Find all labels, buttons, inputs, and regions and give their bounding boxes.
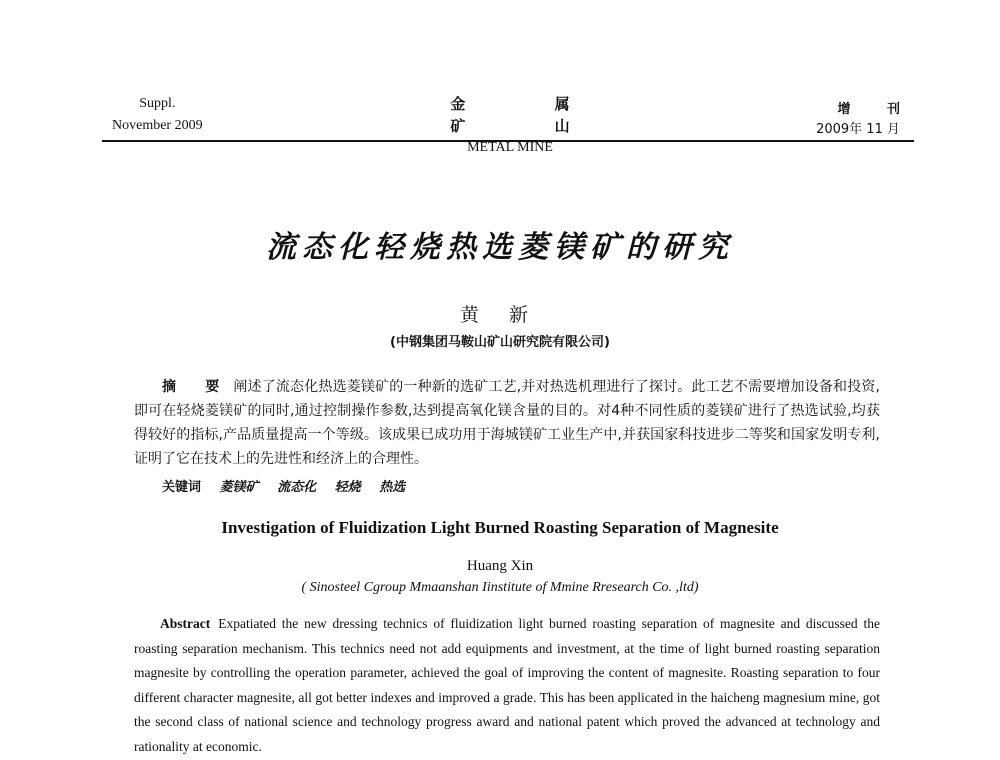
abstract-cn bbox=[134, 375, 880, 471]
keyword: 菱镁矿 bbox=[219, 480, 259, 495]
running-header-right bbox=[790, 100, 916, 140]
abstract-label-cn: 摘 要 bbox=[162, 379, 232, 395]
keyword: 轻烧 bbox=[334, 480, 361, 495]
header-rule bbox=[102, 140, 914, 142]
author-cn: 黄 新 bbox=[459, 304, 541, 326]
journal-name-en: METAL MINE bbox=[467, 140, 553, 155]
journal-name-cn: 金 属 矿 山 bbox=[450, 95, 612, 135]
issue-date-cn: 2009年 11 月 bbox=[816, 122, 900, 137]
affiliation-cn: (中钢集团马鞍山矿山研究院有限公司) bbox=[390, 335, 610, 350]
supplement-label: Suppl. bbox=[139, 96, 176, 111]
author-en: Huang Xin bbox=[466, 558, 534, 574]
article-title-cn: 流态化轻烧热选菱镁矿的研究 bbox=[266, 230, 734, 265]
abstract-text-en: Expatiated the new dressing technics of fluidization light burned roasting separation of magnesite and discussed the roasting separation mechanism. This technics need not add equipments and investment, at the time of light burned roasting separation magnesite by controlling the operation parameter, achieved the goal of improving the content of magnesite. Roasting separation to four different character magnesite, all got better indexes and improved a grade. This has been applicated in the haicheng magnesium mine, got the second class of national science and technology progress award and national patent which proved the advanced at technology and rationality at economic. bbox=[134, 616, 880, 754]
supplement-label-cn: 增 刊 bbox=[837, 102, 916, 117]
abstract-en bbox=[134, 612, 880, 759]
abstract-text-cn: 阐述了流态化热选菱镁矿的一种新的选矿工艺,并对热选机理进行了探讨。此工艺不需要增加设备和投资,即可在轻烧菱镁矿的同时,通过控制操作参数,达到提高氧化镁含量的目的。对4种不同性质的菱镁矿进行了热选试验,均获得较好的指标,产品质量提高一个等级。该成果已成功用于海城镁矿工业生产中,并获国家科技进步二等奖和国家发明专利,证明了它在技术上的先进性和经济上的合理性。 bbox=[134, 379, 881, 467]
abstract-label-en: Abstract bbox=[160, 616, 211, 631]
keyword: 热选 bbox=[379, 480, 406, 495]
article-title-en: Investigation of Fluidization Light Burned Roasting Separation of Magnesite bbox=[221, 518, 779, 537]
journal-name bbox=[420, 93, 612, 159]
running-header-left bbox=[112, 93, 203, 137]
affiliation-en: ( Sinosteel Cgroup Mmaanshan Iinstitute of Mmine Rresearch Co. ,ltd) bbox=[301, 580, 699, 595]
keywords-label-cn: 关键词 bbox=[162, 480, 202, 495]
issue-date-en: November 2009 bbox=[112, 118, 203, 133]
keyword: 流态化 bbox=[277, 480, 317, 495]
keywords-cn bbox=[162, 476, 405, 495]
